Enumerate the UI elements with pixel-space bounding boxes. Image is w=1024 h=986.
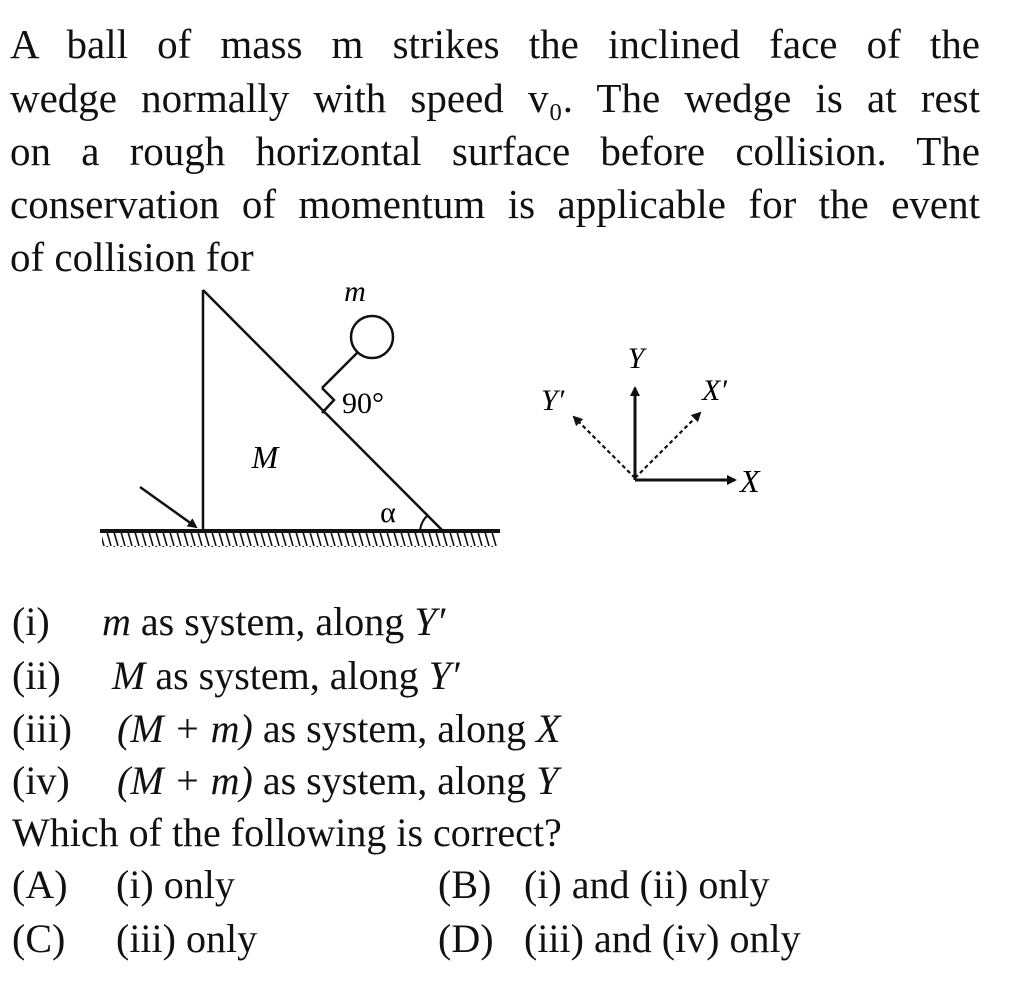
- statement-iv: [12, 756, 558, 806]
- question-line-4: conservation of momentum is applicable for the event: [10, 181, 980, 227]
- statement-text: as system, along: [252, 706, 537, 751]
- right-angle-mark: [322, 388, 334, 413]
- statement-system: M: [112, 653, 146, 698]
- axis-x-label: X: [740, 463, 760, 499]
- choice-c[interactable]: [12, 914, 257, 964]
- statement-text: as system, along: [252, 758, 537, 803]
- statement-label: (ii): [12, 653, 61, 698]
- angle-arc: [420, 515, 428, 531]
- statement-axis: X: [536, 706, 561, 751]
- statement-axis: Y′: [414, 599, 446, 644]
- question-line-5: of collision for: [10, 234, 254, 280]
- axis-y-prime-label: Y′: [541, 384, 565, 417]
- question-line-3: on a rough horizontal surface before collision. The: [10, 128, 980, 174]
- question-line-2: wedge normally with speed v₀. The wedge is at rest: [10, 75, 980, 121]
- statement-text: as system, along: [130, 599, 415, 644]
- statement-axis: Y: [536, 758, 559, 803]
- axis-x-prime-label: X′: [702, 374, 727, 407]
- statement-label: (iii): [12, 706, 72, 751]
- choice-label: (A): [12, 862, 68, 907]
- angle-label: α: [380, 496, 396, 529]
- choice-a[interactable]: [12, 860, 235, 910]
- statement-ii: [12, 651, 460, 701]
- choice-label: (C): [12, 916, 66, 961]
- choice-d[interactable]: [438, 914, 801, 964]
- wedge-label: M: [251, 439, 279, 475]
- ball-label: m: [344, 275, 366, 308]
- statement-iii: [12, 704, 561, 754]
- choice-text: (iii) only: [116, 916, 258, 961]
- axes-diagram: [541, 342, 761, 499]
- ground: [100, 531, 500, 547]
- statement-axis: Y′: [428, 653, 460, 698]
- choice-label: (D): [438, 916, 494, 961]
- statement-system: (M + m): [117, 758, 253, 803]
- choice-text: (i) only: [116, 862, 235, 907]
- friction-arrow: [140, 487, 196, 527]
- choice-label: (B): [438, 862, 492, 907]
- axis-y-label: Y: [627, 342, 645, 375]
- statement-i: [12, 597, 445, 647]
- statement-system: m: [102, 599, 131, 644]
- right-angle-label: 90°: [342, 387, 384, 420]
- question-line-1: A ball of mass m strikes the inclined face of the: [10, 21, 980, 67]
- prompt: Which of the following is correct?: [12, 810, 562, 855]
- choice-text: (i) and (ii) only: [524, 862, 770, 907]
- statement-label: (iv): [12, 758, 70, 803]
- statement-text: as system, along: [145, 653, 429, 698]
- statement-system: (M + m): [117, 706, 253, 751]
- ball-path: [322, 352, 358, 388]
- choice-b[interactable]: [438, 860, 770, 910]
- choice-text: (iii) and (iv) only: [524, 916, 801, 961]
- statement-label: (i): [12, 599, 50, 644]
